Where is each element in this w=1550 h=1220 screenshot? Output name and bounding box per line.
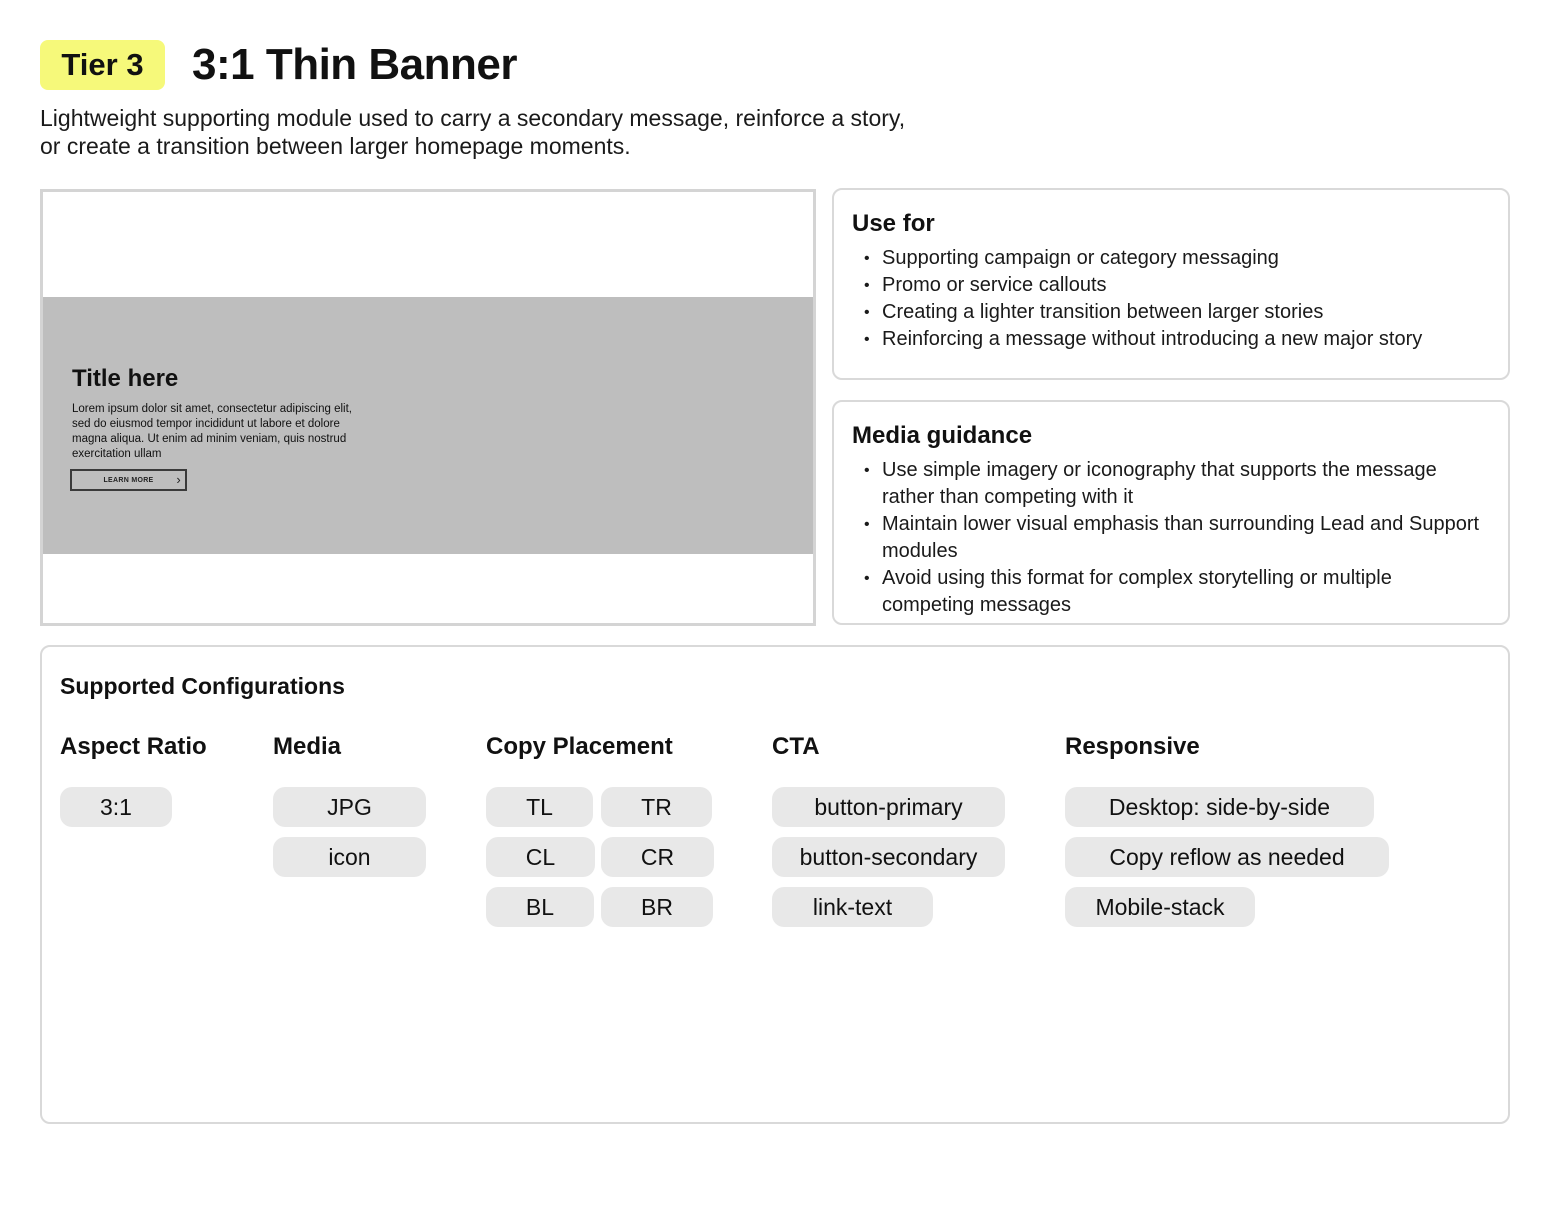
copy-placement-heading: Copy Placement (486, 733, 673, 760)
chip-copy-br: BR (601, 887, 713, 927)
cta-heading: CTA (772, 733, 820, 760)
chip-cta-button-secondary: button-secondary (772, 837, 1005, 877)
use-for-card (832, 188, 1510, 380)
banner-image-placeholder (43, 297, 813, 554)
chip-copy-tr: TR (601, 787, 712, 827)
supported-configurations (40, 645, 1510, 1124)
chip-copy-cl: CL (486, 837, 595, 877)
chip-responsive-desktop: Desktop: side-by-side (1065, 787, 1374, 827)
chip-responsive-mobile: Mobile-stack (1065, 887, 1255, 927)
list-item: • Use simple imagery or iconography that supports the message rather than competing with it (882, 457, 1488, 511)
chip-cta-link-text: link-text (772, 887, 933, 927)
chip-media-icon: icon (273, 837, 426, 877)
configurations-title: Supported Configurations (60, 673, 345, 699)
banner-preview (40, 189, 816, 626)
media-guidance-heading: Media guidance (852, 422, 1033, 449)
list-item: • Promo or service callouts (882, 272, 1488, 299)
chip-responsive-reflow: Copy reflow as needed (1065, 837, 1389, 877)
chip-aspect-3-1: 3:1 (60, 787, 172, 827)
use-for-heading: Use for (852, 210, 935, 237)
list-item: • Creating a lighter transition between larger stories (882, 299, 1488, 326)
use-for-list (882, 245, 1488, 353)
tier-badge: Tier 3 (40, 40, 165, 90)
list-item: • Reinforcing a message without introducing a new major story (882, 326, 1488, 353)
learn-more-button[interactable] (70, 469, 187, 491)
aspect-ratio-heading: Aspect Ratio (60, 733, 207, 760)
list-item: • Avoid using this format for complex storytelling or multiple competing messages (882, 565, 1488, 619)
chip-media-jpg: JPG (273, 787, 426, 827)
banner-body-copy: Lorem ipsum dolor sit amet, consectetur adipiscing elit, sed do eiusmod tempor incididunt ut labore et dolore magna aliqua. Ut enim ad minim veniam, quis nostrud exercitation ullam (72, 403, 352, 460)
list-item: • Supporting campaign or category messaging (882, 245, 1488, 272)
chip-cta-button-primary: button-primary (772, 787, 1005, 827)
page-header (40, 40, 517, 90)
learn-more-label: LEARN MORE (103, 476, 154, 484)
chip-copy-bl: BL (486, 887, 594, 927)
chevron-right-icon: › (176, 472, 181, 487)
media-guidance-list (882, 457, 1488, 619)
page-title: 3:1 Thin Banner (192, 40, 517, 89)
page-description: Lightweight supporting module used to carry a secondary message, reinforce a story, or create a transition between larger homepage moments. (40, 105, 906, 159)
list-item: • Maintain lower visual emphasis than surrounding Lead and Support modules (882, 511, 1488, 565)
banner-title: Title here (72, 365, 179, 392)
media-guidance-card (832, 400, 1510, 625)
responsive-heading: Responsive (1065, 733, 1200, 760)
chip-copy-cr: CR (601, 837, 714, 877)
media-heading: Media (273, 733, 342, 760)
chip-copy-tl: TL (486, 787, 593, 827)
